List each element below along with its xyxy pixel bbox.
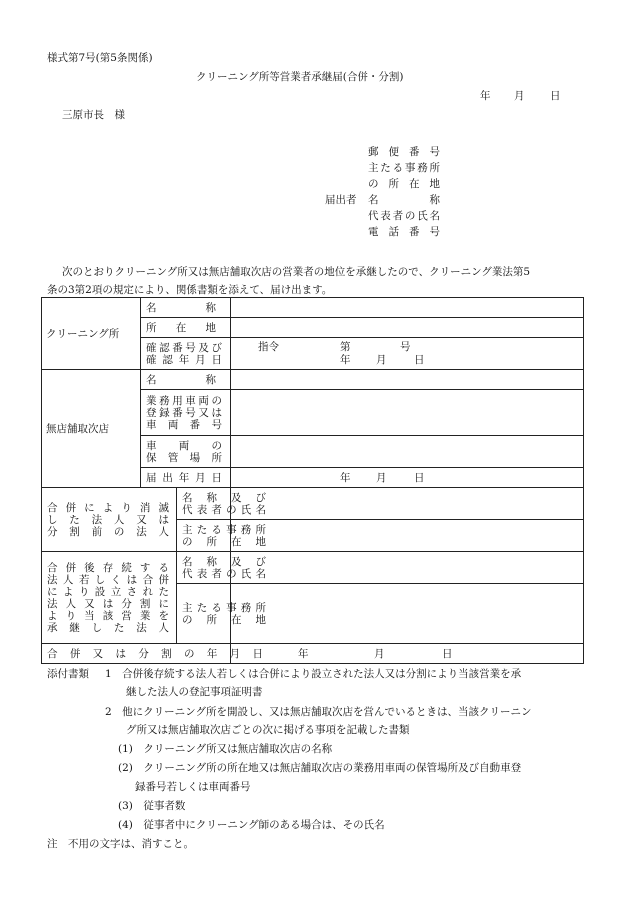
- applicant-phone: 電話番号: [368, 226, 440, 238]
- applicant-representative: 代表者の氏名: [368, 210, 440, 222]
- applicant-name: 名称: [368, 194, 440, 206]
- dissolved-office-label-2: の所在地: [182, 535, 266, 548]
- mobile-header: 無店舗取次店: [42, 370, 141, 488]
- successor-header-6: 承継した法人: [47, 621, 169, 634]
- directive-label: 指令: [258, 340, 279, 353]
- vehicle-value: [231, 390, 584, 436]
- confirm-day: 日: [414, 353, 425, 366]
- number-prefix: 第: [340, 340, 351, 353]
- shop-location-label: 所在地: [146, 321, 216, 334]
- header-date-month: 月: [514, 90, 525, 102]
- attachment-line-4: グ所又は無店舗取次店ごとの次に掲げる事項を記載した書類: [126, 724, 410, 736]
- storage-label-1: 車両の: [146, 439, 222, 452]
- merge-date-year: 年: [298, 647, 309, 660]
- successor-name-label-2: 代表者の氏名: [182, 567, 266, 580]
- dissolved-header-1: 合併により消滅: [47, 501, 169, 514]
- dissolved-name-label-1: 名称及び: [182, 491, 266, 504]
- vehicle-label-2: 登録番号又は: [146, 406, 222, 419]
- applicant-fields: [368, 144, 440, 240]
- applicant-postal: 郵便番号: [368, 146, 440, 158]
- mobile-name-value: [231, 370, 584, 390]
- attachment-line-1: 1 合併後存続する法人若しくは合併により設立された法人又は分割により当該営業を承: [105, 668, 522, 680]
- successor-header-5: より当該営業を: [47, 609, 169, 622]
- mobile-date-day: 日: [414, 471, 425, 484]
- successor-name-label-1: 名称及び: [182, 555, 266, 568]
- merge-date-day: 日: [442, 647, 453, 660]
- intro-line-1: 次のとおりクリーニング所又は無店舗取次店の営業者の地位を承継したので、クリーニング業法第5: [62, 266, 531, 278]
- vehicle-label-3: 車両番号: [146, 418, 222, 431]
- intro-line-2: 条の3第2項の規定により、関係書類を添えて、届け出ます。: [47, 284, 333, 296]
- attachment-line-9: (4) 従事者中にクリーニング師のある場合は、その氏名: [118, 819, 385, 831]
- attachment-line-3: 2 他にクリーニング所を開設し、又は無店舗取次店を営んでいるときは、当該クリーニン: [105, 706, 532, 718]
- attachments-label: 添付書類: [47, 668, 89, 680]
- confirm-year: 年: [340, 353, 351, 366]
- form-number: 様式第7号(第5条関係): [47, 52, 153, 64]
- applicant-office: 主たる事務所: [368, 162, 440, 174]
- shop-header: クリーニング所: [42, 298, 141, 370]
- confirm-month: 月: [376, 353, 387, 366]
- successor-office-label-1: 主たる事務所: [182, 601, 266, 614]
- applicant-label: 届出者: [325, 194, 357, 206]
- successor-office-value: [231, 584, 584, 644]
- attachment-line-7: 録番号若しくは車両番号: [135, 781, 251, 793]
- mobile-date-value: [231, 468, 584, 488]
- shop-confirm-label-1: 確認番号及び: [146, 341, 222, 354]
- applicant-location: の所在地: [368, 178, 440, 190]
- shop-confirm-value: [231, 338, 584, 370]
- attachment-line-2: 継した法人の登記事項証明書: [126, 686, 263, 698]
- dissolved-header-3: 分割前の法人: [47, 525, 169, 538]
- merge-date-month: 月: [374, 647, 385, 660]
- merge-date-label: 合併又は分割の年月日: [47, 647, 263, 660]
- mobile-date-month: 月: [376, 471, 387, 484]
- shop-location-value: [231, 318, 584, 338]
- shop-confirm-label-2: 確認年月日: [146, 353, 222, 366]
- successor-name-value: [231, 552, 584, 584]
- addressee: 三原市長 様: [62, 109, 125, 121]
- number-suffix: 号: [400, 340, 411, 353]
- shop-name-value: [231, 298, 584, 318]
- attachment-line-8: (3) 従事者数: [118, 800, 186, 812]
- successor-office-label-2: の所在地: [182, 613, 266, 626]
- document-title: クリーニング所等営業者承継届(合併・分割): [196, 71, 404, 83]
- notification-table: [41, 297, 584, 664]
- dissolved-office-label-1: 主たる事務所: [182, 523, 266, 536]
- header-date-day: 日: [550, 90, 561, 102]
- attachment-line-6: (2) クリーニング所の所在地又は無店舗取次店の業務用車両の保管場所及び自動車登: [118, 762, 522, 774]
- dissolved-office-value: [231, 520, 584, 552]
- note: 注 不用の文字は、消すこと。: [47, 838, 194, 850]
- mobile-date-year: 年: [340, 471, 351, 484]
- header-date-year: 年: [480, 90, 491, 102]
- attachment-line-5: (1) クリーニング所又は無店舗取次店の名称: [118, 743, 333, 755]
- merge-date-value: [231, 644, 584, 664]
- shop-name-label: 名称: [146, 301, 216, 314]
- mobile-date-label: 届出年月日: [146, 471, 222, 484]
- successor-header-1: 合併後存続する: [47, 561, 169, 574]
- successor-header-3: により設立された: [47, 585, 169, 598]
- storage-value: [231, 436, 584, 468]
- dissolved-header-2: した法人又は: [47, 513, 169, 526]
- successor-header-4: 法人又は分割に: [47, 597, 169, 610]
- dissolved-name-label-2: 代表者の氏名: [182, 503, 266, 516]
- successor-header-2: 法人若しくは合併: [47, 573, 169, 586]
- mobile-name-label: 名称: [146, 373, 216, 386]
- storage-label-2: 保管場所: [146, 451, 222, 464]
- vehicle-label-1: 業務用車両の: [146, 394, 222, 407]
- dissolved-name-value: [231, 488, 584, 520]
